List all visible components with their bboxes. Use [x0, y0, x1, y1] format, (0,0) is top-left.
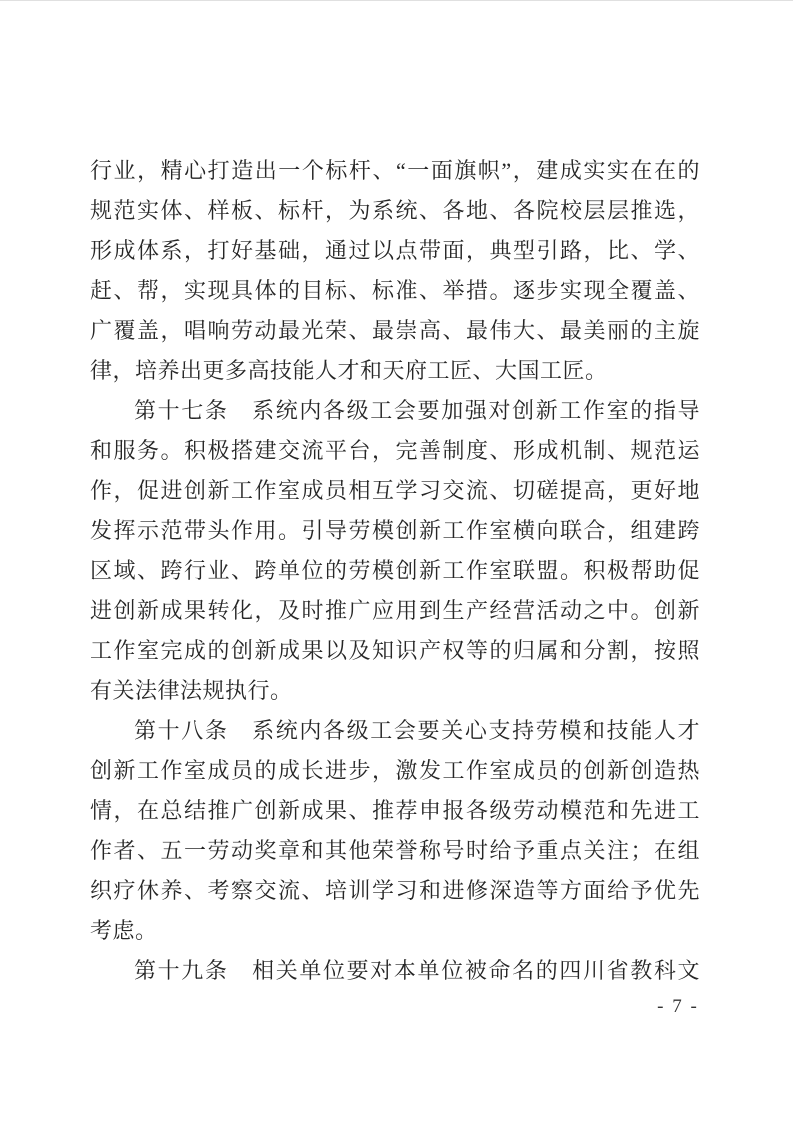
text-line: 律，培养出更多高技能人才和天府工匠、大国工匠。 — [90, 358, 608, 383]
text-line: 作，促进创新工作室成员相互学习交流、切磋提高，更好地 — [90, 478, 700, 503]
text-line: 创新工作室成员的成长进步，激发工作室成员的创新创造热 — [90, 758, 700, 783]
text-line: 第十九条 相关单位要对本单位被命名的四川省教科文 — [134, 958, 700, 983]
text-line: 赶、帮，实现具体的目标、标准、举措。逐步实现全覆盖、 — [90, 278, 700, 303]
text-line: 第十八条 系统内各级工会要关心支持劳模和技能人才 — [134, 718, 700, 743]
text-line: 进创新成果转化，及时推广应用到生产经营活动之中。创新 — [90, 598, 700, 623]
text-line: 区域、跨行业、跨单位的劳模创新工作室联盟。积极帮助促 — [90, 558, 700, 583]
text-line: 有关法律法规执行。 — [90, 678, 293, 703]
text-line: 和服务。积极搭建交流平台，完善制度、形成机制、规范运 — [90, 438, 700, 463]
text-line: 情，在总结推广创新成果、推荐申报各级劳动模范和先进工 — [90, 798, 700, 823]
page-number: - 7 - — [657, 996, 699, 1017]
text-line: 广覆盖，唱响劳动最光荣、最崇高、最伟大、最美丽的主旋 — [90, 318, 700, 343]
text-line: 行业，精心打造出一个标杆、“一面旗帜”，建成实实在在的 — [90, 158, 700, 183]
text-line: 规范实体、样板、标杆，为系统、各地、各院校层层推选， — [90, 198, 700, 223]
text-line: 作者、五一劳动奖章和其他荣誉称号时给予重点关注；在组 — [90, 838, 700, 863]
text-line: 发挥示范带头作用。引导劳模创新工作室横向联合，组建跨 — [90, 518, 700, 543]
text-line: 考虑。 — [90, 918, 158, 943]
text-line: 织疗休养、考察交流、培训学习和进修深造等方面给予优先 — [90, 878, 700, 903]
text-line: 形成体系，打好基础，通过以点带面，典型引路，比、学、 — [90, 238, 700, 263]
document-body — [90, 151, 700, 991]
text-line: 工作室完成的创新成果以及知识产权等的归属和分割，按照 — [90, 638, 700, 663]
text-line: 第十七条 系统内各级工会要加强对创新工作室的指导 — [134, 398, 700, 423]
